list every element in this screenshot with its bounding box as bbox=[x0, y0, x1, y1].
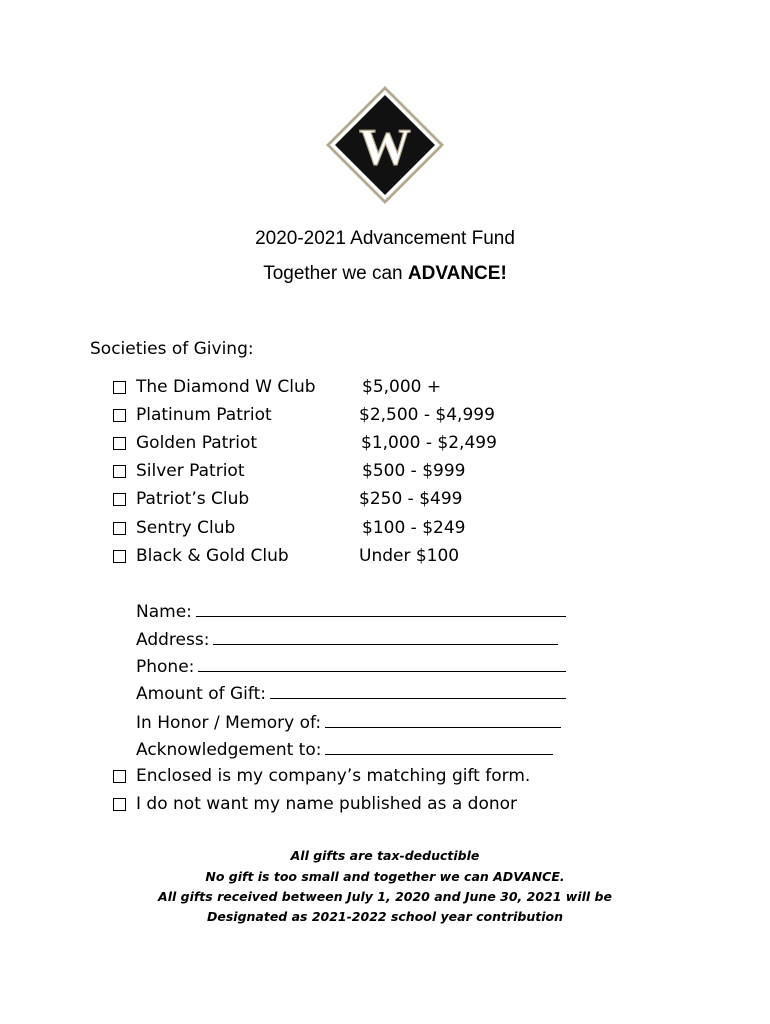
name-field[interactable] bbox=[136, 600, 566, 622]
acknowledgement-label: Acknowledgement to: bbox=[136, 740, 322, 760]
footer-line: No gift is too small and together we can ADVANCE. bbox=[205, 869, 565, 884]
society-range: $250 - $499 bbox=[359, 489, 463, 509]
diamond-w-logo bbox=[326, 86, 444, 204]
checkbox[interactable] bbox=[113, 770, 126, 783]
society-label: Patriot’s Club bbox=[136, 489, 250, 509]
society-range: Under $100 bbox=[359, 546, 460, 566]
checkbox[interactable] bbox=[113, 381, 126, 394]
address-field[interactable] bbox=[136, 628, 558, 650]
acknowledgement-field[interactable] bbox=[136, 738, 553, 760]
society-label: Silver Patriot bbox=[136, 461, 245, 481]
fund-title: 2020-2021 Advancement Fund bbox=[255, 228, 515, 249]
society-label: The Diamond W Club bbox=[136, 377, 316, 397]
society-label: Platinum Patriot bbox=[136, 405, 272, 425]
society-label: Sentry Club bbox=[136, 518, 236, 538]
checkbox[interactable] bbox=[113, 522, 126, 535]
fund-tagline bbox=[0, 263, 770, 285]
society-label: Golden Patriot bbox=[136, 433, 258, 453]
phone-blank[interactable] bbox=[198, 655, 566, 672]
society-option[interactable] bbox=[0, 518, 770, 546]
societies-heading: Societies of Giving: bbox=[90, 339, 254, 359]
checkbox[interactable] bbox=[113, 798, 126, 811]
name-label: Name: bbox=[136, 602, 192, 622]
amount-blank[interactable] bbox=[270, 682, 566, 699]
society-option[interactable] bbox=[0, 546, 770, 574]
amount-label: Amount of Gift: bbox=[136, 684, 266, 704]
checkbox[interactable] bbox=[113, 493, 126, 506]
society-range: $2,500 - $4,999 bbox=[359, 405, 495, 425]
name-blank[interactable] bbox=[196, 600, 566, 617]
society-option[interactable] bbox=[0, 489, 770, 517]
amount-field[interactable] bbox=[136, 682, 566, 704]
address-blank[interactable] bbox=[213, 628, 558, 645]
society-range: $500 - $999 bbox=[362, 461, 466, 481]
footer-line: All gifts received between July 1, 2020 and June 30, 2021 will be bbox=[158, 889, 612, 904]
checkbox[interactable] bbox=[113, 550, 126, 563]
tagline-prefix: Together we can bbox=[263, 263, 408, 284]
logo-letter: W bbox=[359, 119, 411, 176]
anonymous-option[interactable] bbox=[0, 794, 770, 822]
checkbox[interactable] bbox=[113, 465, 126, 478]
society-option[interactable] bbox=[0, 461, 770, 489]
checkbox[interactable] bbox=[113, 409, 126, 422]
matching-gift-option[interactable] bbox=[0, 766, 770, 794]
honor-label: In Honor / Memory of: bbox=[136, 713, 322, 733]
society-option[interactable] bbox=[0, 377, 770, 405]
honor-blank[interactable] bbox=[325, 711, 561, 728]
phone-field[interactable] bbox=[136, 655, 566, 677]
footer-line: All gifts are tax-deductible bbox=[290, 848, 480, 863]
society-option[interactable] bbox=[0, 433, 770, 461]
honor-field[interactable] bbox=[136, 711, 561, 733]
anonymous-label: I do not want my name published as a donor bbox=[136, 794, 518, 814]
tagline-bold: ADVANCE! bbox=[407, 263, 507, 284]
society-option[interactable] bbox=[0, 405, 770, 433]
footer-line: Designated as 2021-2022 school year contribution bbox=[206, 909, 563, 924]
phone-label: Phone: bbox=[136, 657, 195, 677]
society-range: $100 - $249 bbox=[362, 518, 466, 538]
checkbox[interactable] bbox=[113, 437, 126, 450]
acknowledgement-blank[interactable] bbox=[325, 738, 553, 755]
society-range: $1,000 - $2,499 bbox=[361, 433, 497, 453]
society-label: Black & Gold Club bbox=[136, 546, 289, 566]
address-label: Address: bbox=[136, 630, 210, 650]
matching-gift-label: Enclosed is my company’s matching gift form. bbox=[136, 766, 531, 786]
society-range: $5,000 + bbox=[362, 377, 442, 397]
